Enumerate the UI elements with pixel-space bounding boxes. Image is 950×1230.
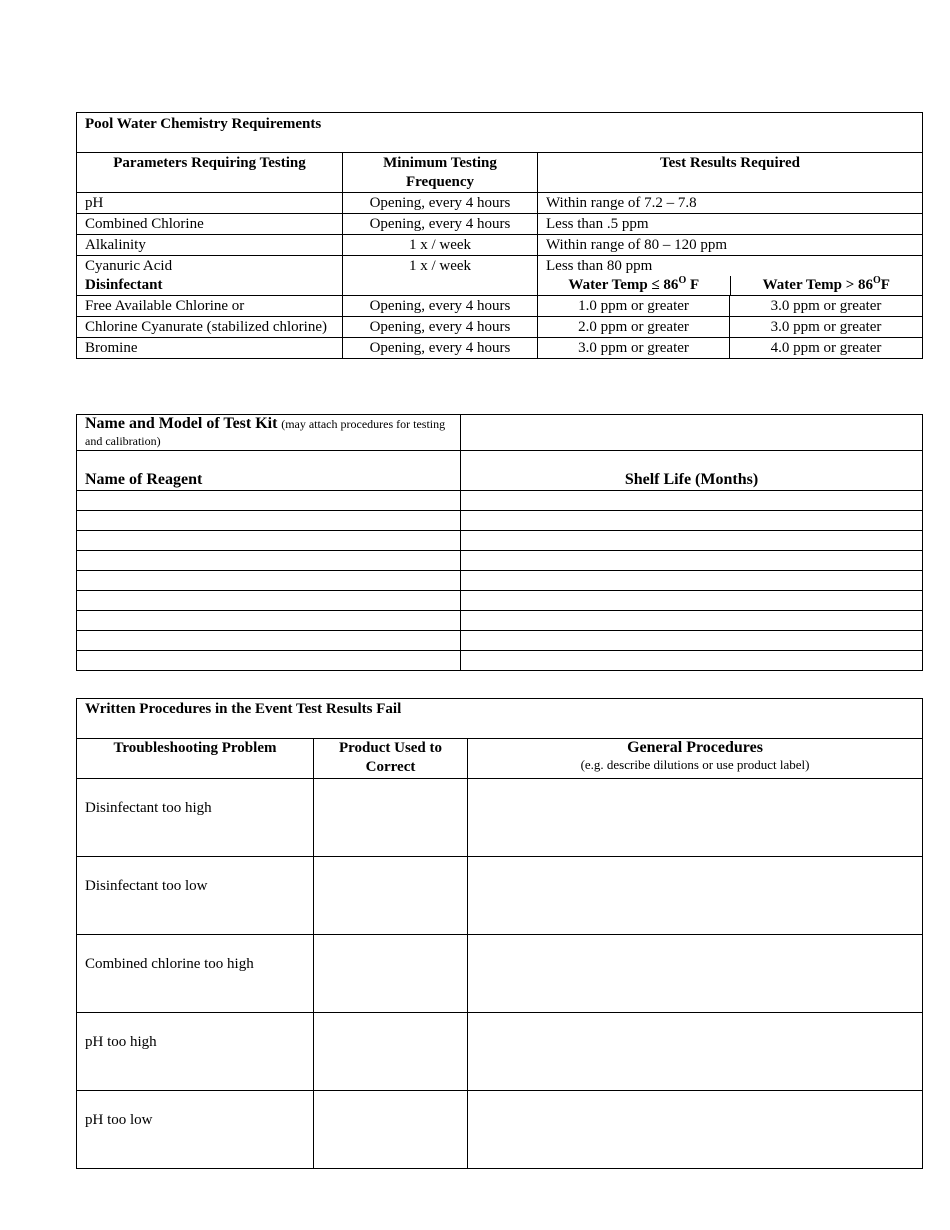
- param-cell: Free Available Chlorine or: [77, 296, 343, 317]
- disinfectant-row-bromine: [77, 338, 923, 359]
- product-input[interactable]: [314, 1013, 468, 1091]
- freq-cell: Opening, every 4 hours: [343, 296, 538, 317]
- test-kit-name-label: Name and Model of Test Kit: [85, 415, 278, 432]
- procedure-input[interactable]: [468, 1091, 923, 1169]
- result-cell: Within range of 80 – 120 ppm: [538, 235, 923, 256]
- reagent-row: [77, 631, 923, 651]
- reagent-row: [77, 571, 923, 591]
- chemistry-title: Pool Water Chemistry Requirements: [77, 113, 923, 153]
- param-cell: [77, 256, 343, 296]
- disinfectant-row-chlorine-cyanurate: [77, 317, 923, 338]
- chem-row-combined-chlorine: [77, 214, 923, 235]
- result-cell: [538, 256, 923, 296]
- temp-headers: [538, 276, 922, 295]
- reagent-row: [77, 611, 923, 631]
- param-cell: pH: [77, 193, 343, 214]
- test-kit-name-label-cell: [77, 415, 461, 451]
- reagent-name-input[interactable]: [77, 531, 461, 551]
- freq-cell: Opening, every 4 hours: [343, 193, 538, 214]
- param-cell: Bromine: [77, 338, 343, 359]
- temp-high-header: Water Temp > $86^OF$: [730, 276, 923, 295]
- reagent-row: [77, 591, 923, 611]
- high-temp-cell: 3.0 ppm or greater: [730, 296, 923, 317]
- reagent-row: [77, 491, 923, 511]
- problem-label: pH too low: [77, 1091, 314, 1169]
- shelf-life-input[interactable]: [461, 551, 923, 571]
- test-kit-name-input[interactable]: [461, 415, 923, 451]
- reagent-row: [77, 511, 923, 531]
- procedure-input[interactable]: [468, 935, 923, 1013]
- reagent-name-input[interactable]: [77, 591, 461, 611]
- reagent-name-input[interactable]: [77, 651, 461, 671]
- product-input[interactable]: [314, 857, 468, 935]
- param-cell: Combined Chlorine: [77, 214, 343, 235]
- product-input[interactable]: [314, 1091, 468, 1169]
- disinfectant-label: Disinfectant: [85, 277, 163, 293]
- header-general: [468, 739, 923, 779]
- freq-cell: 1 x / week: [343, 235, 538, 256]
- reagent-name-input[interactable]: [77, 511, 461, 531]
- chemistry-title-row: [77, 113, 923, 153]
- shelf-life-input[interactable]: [461, 591, 923, 611]
- temp-low-header: Water Temp ≤ $86^O$ F: [568, 275, 700, 293]
- shelf-life-input[interactable]: [461, 491, 923, 511]
- header-frequency: Minimum Testing Frequency: [343, 153, 538, 193]
- problem-row: [77, 1091, 923, 1169]
- procedure-input[interactable]: [468, 857, 923, 935]
- reagent-name-input[interactable]: [77, 571, 461, 591]
- chemistry-requirements-table: [76, 112, 923, 359]
- reagent-header-row: [77, 451, 923, 491]
- shelf-life-input[interactable]: [461, 611, 923, 631]
- high-temp-cell: 4.0 ppm or greater: [730, 338, 923, 359]
- shelf-life-input[interactable]: [461, 631, 923, 651]
- procedure-input[interactable]: [468, 1013, 923, 1091]
- test-kit-table: [76, 414, 923, 671]
- shelf-life-input[interactable]: [461, 651, 923, 671]
- shelf-life-input[interactable]: [461, 531, 923, 551]
- test-kit-name-note: (may attach procedures for testing and calibration): [85, 417, 446, 448]
- cyanuric-result: Less than 80 ppm: [546, 258, 653, 274]
- reagent-header: Name of Reagent: [77, 451, 461, 491]
- problem-row: [77, 779, 923, 857]
- procedures-table: [76, 698, 923, 1169]
- reagent-name-input[interactable]: [77, 491, 461, 511]
- shelf-life-input[interactable]: [461, 571, 923, 591]
- procedures-title-row: [77, 699, 923, 739]
- procedures-header-row: [77, 739, 923, 779]
- freq-cell: Opening, every 4 hours: [343, 338, 538, 359]
- problem-row: [77, 935, 923, 1013]
- low-temp-cell: 1.0 ppm or greater: [538, 296, 730, 317]
- header-results: Test Results Required: [538, 153, 923, 193]
- reagent-row: [77, 551, 923, 571]
- high-temp-cell: 3.0 ppm or greater: [730, 317, 923, 338]
- header-problem: Troubleshooting Problem: [77, 739, 314, 779]
- general-procedures-label: General Procedures: [627, 739, 763, 756]
- procedure-input[interactable]: [468, 779, 923, 857]
- problem-row: [77, 857, 923, 935]
- product-input[interactable]: [314, 935, 468, 1013]
- reagent-row: [77, 531, 923, 551]
- low-temp-cell: 2.0 ppm or greater: [538, 317, 730, 338]
- freq-cell: 1 x / week: [343, 256, 538, 296]
- cyanuric-acid-label: Cyanuric Acid: [85, 258, 173, 274]
- problem-label: pH too high: [77, 1013, 314, 1091]
- problem-label: Combined chlorine too high: [77, 935, 314, 1013]
- reagent-name-input[interactable]: [77, 611, 461, 631]
- problem-label: Disinfectant too high: [77, 779, 314, 857]
- test-kit-name-row: [77, 415, 923, 451]
- param-cell: Alkalinity: [77, 235, 343, 256]
- chem-row-cyanuric-acid: [77, 256, 923, 296]
- general-procedures-note: (e.g. describe dilutions or use product label): [580, 757, 810, 772]
- result-cell: Within range of 7.2 – 7.8: [538, 193, 923, 214]
- low-temp-cell: 3.0 ppm or greater: [538, 338, 730, 359]
- header-product: Product Used to Correct: [314, 739, 468, 779]
- reagent-name-input[interactable]: [77, 631, 461, 651]
- freq-cell: Opening, every 4 hours: [343, 317, 538, 338]
- shelf-life-header: Shelf Life (Months): [461, 451, 923, 491]
- result-cell: Less than .5 ppm: [538, 214, 923, 235]
- procedures-title: Written Procedures in the Event Test Results Fail: [77, 699, 923, 739]
- reagent-row: [77, 651, 923, 671]
- problem-row: [77, 1013, 923, 1091]
- disinfectant-row-free-chlorine: [77, 296, 923, 317]
- chem-row-alkalinity: [77, 235, 923, 256]
- reagent-name-input[interactable]: [77, 551, 461, 571]
- chem-row-ph: [77, 193, 923, 214]
- freq-cell: Opening, every 4 hours: [343, 214, 538, 235]
- product-input[interactable]: [314, 779, 468, 857]
- shelf-life-input[interactable]: [461, 511, 923, 531]
- problem-label: Disinfectant too low: [77, 857, 314, 935]
- header-parameters: Parameters Requiring Testing: [77, 153, 343, 193]
- param-cell: Chlorine Cyanurate (stabilized chlorine): [77, 317, 343, 338]
- chemistry-header-row: [77, 153, 923, 193]
